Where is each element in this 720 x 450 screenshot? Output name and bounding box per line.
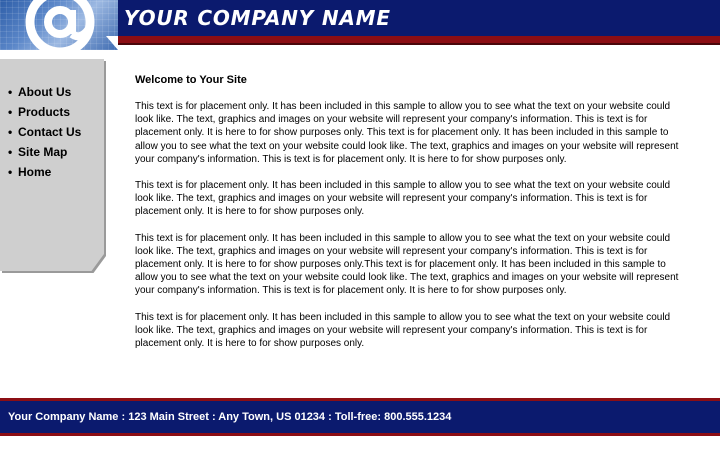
company-name-title: YOUR COMPANY NAME <box>124 6 391 30</box>
sidebar-item-home[interactable] <box>8 163 81 183</box>
bullet-icon: • <box>8 105 13 119</box>
footer-accent-stripe-bottom <box>0 433 720 436</box>
logo[interactable] <box>0 0 118 50</box>
site-header <box>0 0 720 50</box>
footer-contact-info: Your Company Name : 123 Main Street : Any Town, US 01234 : Toll-free: 800.555.1234 <box>8 411 452 423</box>
bullet-icon: • <box>8 125 13 139</box>
body-paragraph: This text is for placement only. It has been included in this sample to allow you to see what the text on your website could look like. The text, graphics and images on your website will represent your company's information. This is text is for placement only. It is here to for show purposes only.This text is for placement only. It has been included in this sample to allow you to see what the text on your website could look like. The text, graphics and images on your website will represent your company's information. This is text is for placement only. It is here to for show purposes only. <box>135 232 679 297</box>
bullet-icon: • <box>8 85 13 99</box>
sidebar-item-label: Home <box>18 165 52 179</box>
sidebar-item-site-map[interactable] <box>8 143 81 163</box>
page-title: Welcome to Your Site <box>135 74 247 86</box>
bullet-icon: • <box>8 165 13 179</box>
body-paragraph: This text is for placement only. It has been included in this sample to allow you to see what the text on your website could look like. The text, graphics and images on your website will represent your company's information. This is text is for placement only. It is here to for show purposes only. <box>135 311 671 350</box>
sidebar-item-products[interactable] <box>8 103 81 123</box>
site-footer <box>0 401 720 433</box>
main-content <box>135 72 683 363</box>
at-sign-icon <box>22 0 98 50</box>
sidebar-item-label: About Us <box>18 85 72 99</box>
body-paragraph: This text is for placement only. It has been included in this sample to allow you to see what the text on your website could look like. The text, graphics and images on your website will represent your company's information. This is text is for placement only. It is here to for show purposes only. <box>135 180 671 218</box>
sidebar-item-contact-us[interactable] <box>8 123 81 143</box>
sidebar-item-label: Site Map <box>18 145 68 159</box>
sidebar-item-about-us[interactable] <box>8 83 81 103</box>
sidebar-item-label: Products <box>18 105 71 119</box>
sidebar-nav <box>8 83 81 183</box>
body-paragraph: This text is for placement only. It has been included in this sample to allow you to see what the text on your website could look like. The text, graphics and images on your website will represent your company's information. This is text is for placement only. It is here to for show purposes only. This text is for placement only. It has been included in this sample to allow you to see what the text on your website could look like. The text, graphics and images on your website will represent your company's information. This is text is for placement only. It is here to for show purposes only. <box>135 101 679 165</box>
sidebar-item-label: Contact Us <box>18 125 82 139</box>
bullet-icon: • <box>8 145 13 159</box>
logo-corner <box>106 36 118 50</box>
